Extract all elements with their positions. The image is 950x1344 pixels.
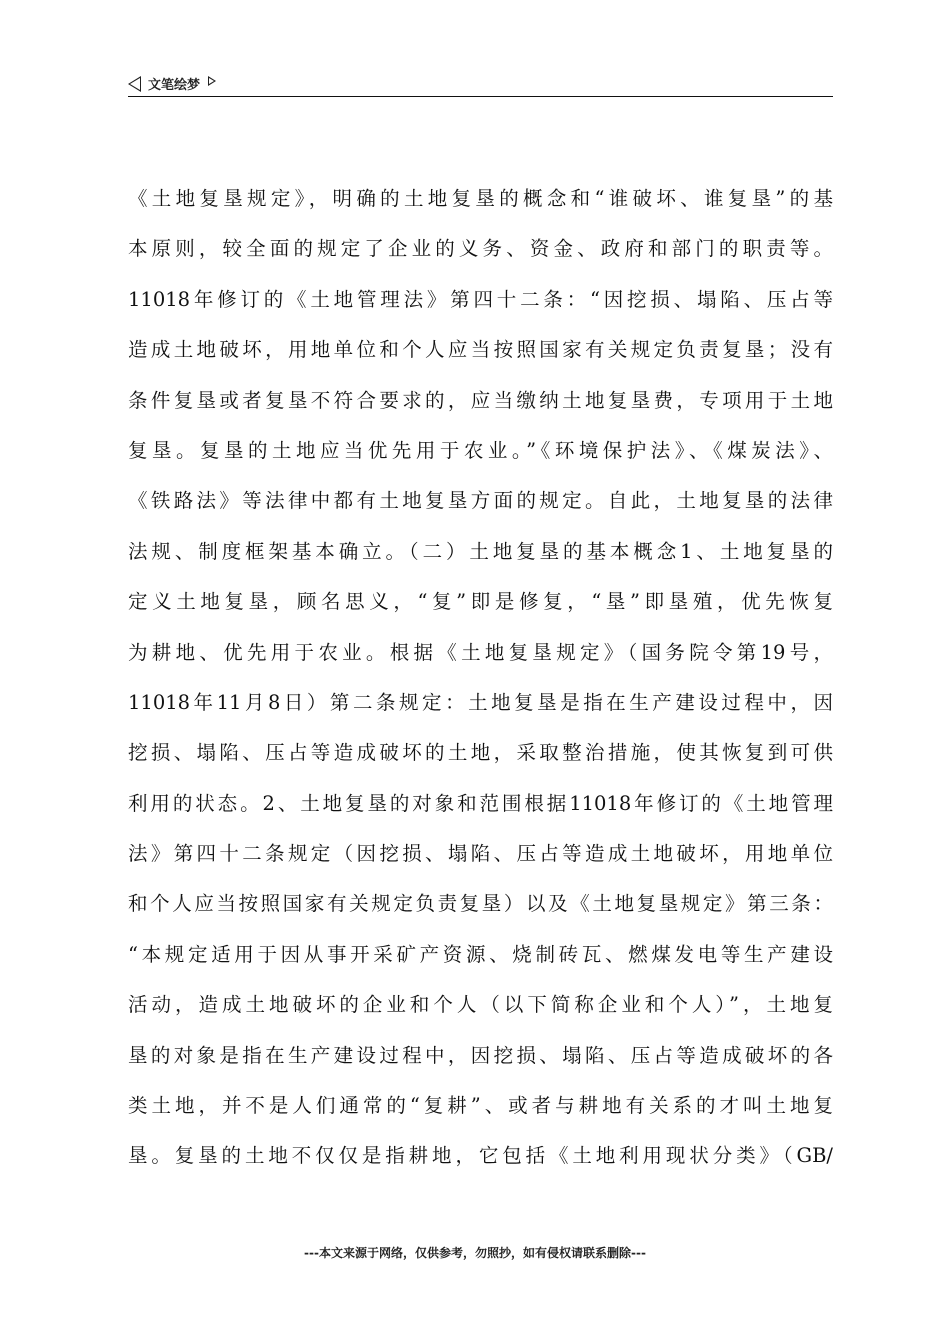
- text-line: 类土地，并不是人们通常的“复耕”、或者与耕地有关系的才叫土地复: [128, 1094, 833, 1118]
- text-line: 垦。复垦的土地不仅仅是指耕地，它包括《土地利用现状分类》（GB/: [128, 1144, 833, 1168]
- text-line: 复垦。复垦的土地应当优先用于农业。”《环境保护法》、《煤炭法》、: [128, 438, 833, 462]
- page-footer: ---本文来源于网络，仅供参考，勿照抄，如有侵权请联系删除---: [304, 1246, 646, 1260]
- text-line: 利用的状态。2、土地复垦的对象和范围根据11018年修订的《土地管理: [128, 791, 833, 815]
- text-line: 11018年11月8日）第二条规定：土地复垦是指在生产建设过程中，因: [128, 690, 833, 714]
- text-line: 定义土地复垦，顾名思义，“复”即是修复，“垦”即垦殖，优先恢复: [128, 590, 833, 614]
- triangle-left-icon: [128, 76, 141, 92]
- text-line: “本规定适用于因从事开采矿产资源、烧制砖瓦、燃煤发电等生产建设: [128, 942, 833, 966]
- text-line: 活动，造成土地破坏的企业和个人（以下简称企业和个人）”，土地复: [128, 993, 833, 1017]
- triangle-right-icon: [208, 76, 216, 86]
- text-line: 条件复垦或者复垦不符合要求的，应当缴纳土地复垦费，专项用于土地: [128, 388, 833, 412]
- page-header: [128, 70, 833, 98]
- text-line: 11018年修订的《土地管理法》第四十二条：“因挖损、塌陷、压占等: [128, 287, 833, 311]
- text-line: 法规、制度框架基本确立。（二）土地复垦的基本概念1、土地复垦的: [128, 539, 833, 563]
- text-line: 和个人应当按照国家有关规定负责复垦）以及《土地复垦规定》第三条：: [128, 892, 833, 916]
- header-divider: [128, 96, 833, 97]
- text-line: 《土地复垦规定》，明确的土地复垦的概念和“谁破坏、谁复垦”的基: [128, 187, 833, 210]
- header-brand: [128, 74, 216, 93]
- text-line: 挖损、塌陷、压占等造成破坏的土地，采取整治措施，使其恢复到可供: [128, 741, 833, 765]
- text-line: 法》第四十二条规定（因挖损、塌陷、压占等造成土地破坏，用地单位: [128, 842, 833, 866]
- text-line: 造成土地破坏，用地单位和个人应当按照国家有关规定负责复垦；没有: [128, 338, 833, 362]
- text-line: 垦的对象是指在生产建设过程中，因挖损、塌陷、压占等造成破坏的各: [128, 1043, 833, 1067]
- brand-text: 文笔绘梦: [148, 78, 201, 93]
- body-text: [128, 186, 833, 1194]
- text-line: 《铁路法》等法律中都有土地复垦方面的规定。自此，土地复垦的法律: [128, 489, 833, 513]
- text-line: 为耕地、优先用于农业。根据《土地复垦规定》（国务院令第19号，: [128, 640, 833, 664]
- text-line: 本原则，较全面的规定了企业的义务、资金、政府和部门的职责等。: [128, 237, 833, 261]
